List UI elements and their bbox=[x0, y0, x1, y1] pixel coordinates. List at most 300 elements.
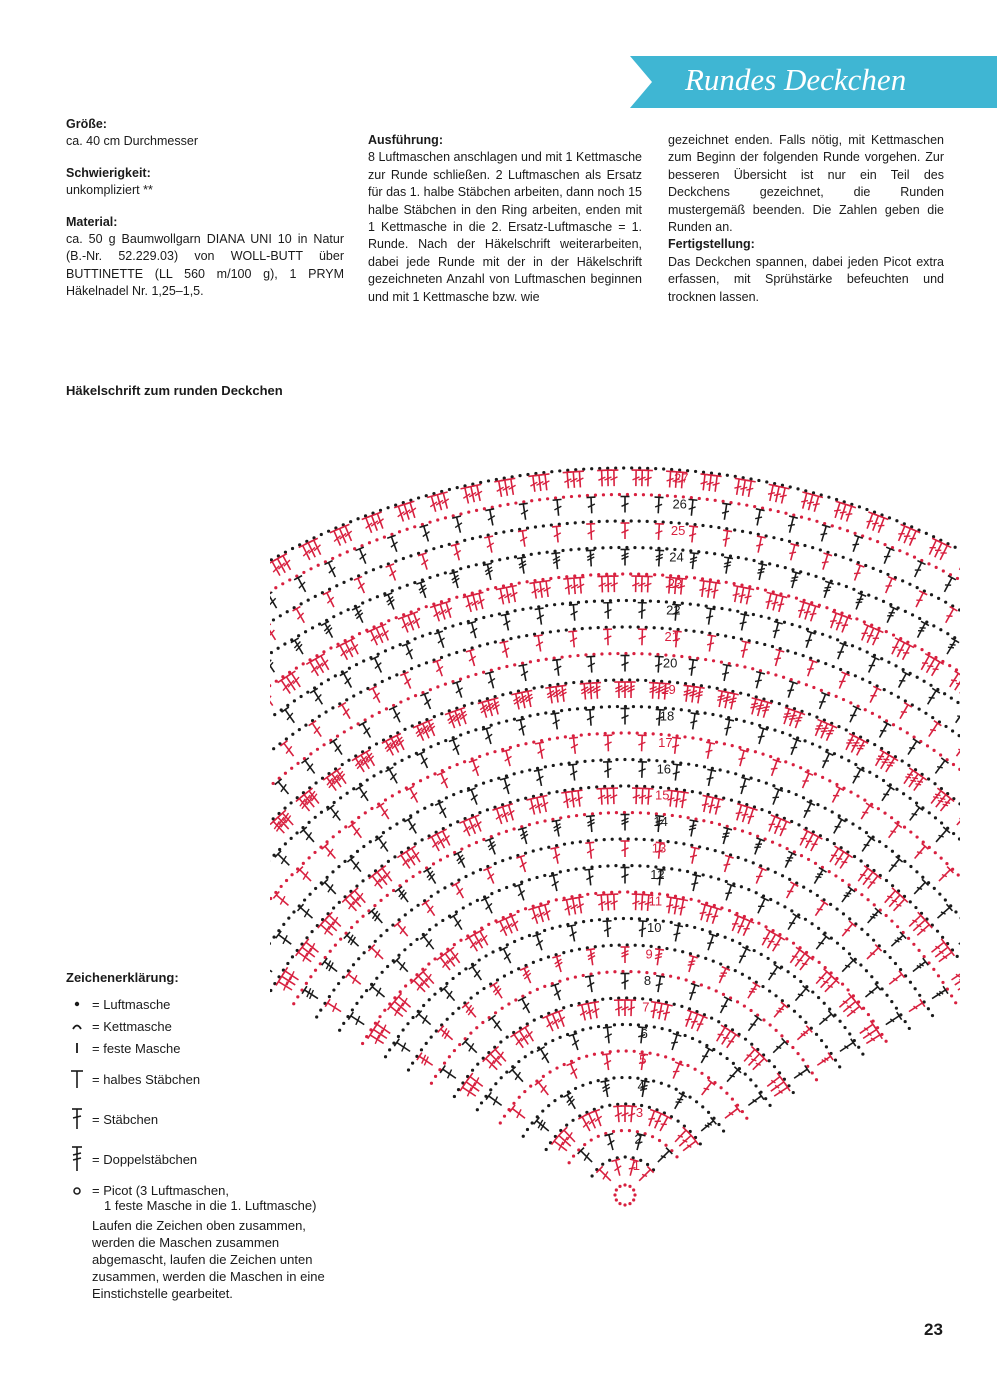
stitch-mark bbox=[909, 529, 920, 545]
stitch-mark bbox=[420, 934, 433, 949]
stitch-mark bbox=[516, 719, 526, 736]
half-treble-icon bbox=[66, 1068, 88, 1090]
stitch-mark bbox=[889, 971, 904, 984]
stitch-mark bbox=[772, 788, 782, 805]
stitch-mark bbox=[318, 921, 333, 935]
stitch-mark bbox=[471, 815, 482, 832]
stitch-mark bbox=[672, 737, 681, 753]
stitch-mark bbox=[680, 792, 689, 808]
legend-label: = Stäbchen bbox=[92, 1111, 159, 1127]
stitch-mark bbox=[485, 509, 494, 526]
stitch-mark bbox=[551, 983, 561, 1000]
stitch-mark bbox=[496, 919, 507, 935]
stitch-mark bbox=[707, 769, 717, 786]
stitch-mark bbox=[270, 592, 277, 608]
stitch-mark bbox=[880, 721, 892, 737]
stitch-mark bbox=[585, 842, 594, 858]
instructions-continued-text: gezeichnet enden. Falls nötig, mit Kettmaschen zum Beginn der folgenden Runde vorgehen. Zur besseren Übersicht ist nur ein Teil des Deckchens gezeichnet, die Runden mustergemäß beenden. Die Zahlen geben die Runden an. bbox=[668, 133, 944, 235]
stitch-mark bbox=[757, 563, 767, 580]
stitch-mark bbox=[870, 686, 881, 702]
stitch-mark bbox=[492, 1046, 506, 1061]
stitch-mark bbox=[802, 772, 813, 788]
stitch-mark bbox=[707, 635, 716, 652]
stitch-mark bbox=[420, 969, 434, 984]
stitch-mark bbox=[690, 553, 699, 569]
stitch-mark bbox=[816, 934, 829, 949]
stitch-mark bbox=[956, 741, 960, 756]
stitch-mark bbox=[614, 1000, 623, 1016]
difficulty-heading: Schwierigkeit: bbox=[66, 165, 151, 180]
stitch-mark bbox=[393, 957, 407, 972]
stitch-mark bbox=[500, 777, 510, 794]
stitch-mark bbox=[362, 516, 372, 533]
stitch-mark bbox=[909, 999, 925, 1011]
stitch-mark bbox=[655, 550, 664, 566]
stitch-mark bbox=[330, 529, 341, 545]
stitch-mark bbox=[450, 914, 462, 930]
stitch-mark bbox=[788, 516, 798, 533]
stitch-mark bbox=[597, 895, 606, 911]
stitch-mark bbox=[305, 788, 318, 803]
stitch-mark bbox=[529, 582, 538, 598]
dot-icon bbox=[66, 999, 88, 1009]
chain-dots bbox=[270, 493, 960, 846]
chain-dots bbox=[270, 625, 960, 912]
stitch-mark bbox=[644, 576, 653, 592]
stitch-mark bbox=[520, 967, 531, 983]
stitch-mark bbox=[336, 643, 347, 659]
stitch-mark bbox=[748, 1092, 764, 1105]
stitch-mark bbox=[748, 1015, 761, 1030]
stitch-mark bbox=[723, 530, 732, 546]
stitch-mark bbox=[707, 934, 717, 951]
stitch-mark bbox=[466, 649, 476, 666]
stitch-mark bbox=[689, 820, 698, 837]
stitch-mark bbox=[889, 822, 902, 838]
round-label: 27 bbox=[674, 470, 689, 486]
stitch-mark bbox=[518, 530, 527, 546]
stitch-mark bbox=[655, 524, 664, 540]
stitch-mark bbox=[773, 622, 783, 639]
stitch-mark bbox=[510, 1105, 525, 1118]
stitch-mark bbox=[585, 976, 594, 993]
stitch-mark bbox=[755, 509, 764, 526]
stitch-mark bbox=[756, 536, 766, 553]
stitch-mark bbox=[876, 750, 888, 766]
stitch-mark bbox=[516, 855, 526, 872]
legend-label: = Kettmasche bbox=[92, 1018, 172, 1034]
stitch-mark bbox=[500, 641, 510, 658]
stitch-mark bbox=[552, 955, 562, 972]
stitch-mark bbox=[842, 887, 855, 903]
stitch-mark bbox=[300, 827, 314, 842]
round-label: 1 bbox=[632, 1158, 640, 1174]
stitch-mark bbox=[887, 606, 898, 622]
round-label: 16 bbox=[656, 761, 672, 777]
stitch-mark bbox=[734, 478, 743, 495]
stitch-mark bbox=[394, 505, 404, 522]
stitch-mark bbox=[302, 758, 315, 774]
stitch-mark bbox=[747, 807, 757, 824]
stitch-mark bbox=[725, 1105, 740, 1118]
stitch-mark bbox=[852, 535, 862, 552]
stitch-mark bbox=[701, 1047, 713, 1063]
stitch-mark bbox=[621, 815, 630, 831]
finishing-column bbox=[668, 132, 944, 306]
stitch-mark bbox=[638, 576, 647, 592]
legend bbox=[66, 970, 346, 1302]
stitch-mark bbox=[632, 470, 641, 486]
stitch-mark bbox=[486, 1092, 502, 1105]
legend-heading: Zeichenerklärung: bbox=[66, 970, 179, 985]
stitch-mark bbox=[275, 779, 289, 794]
size-block bbox=[66, 116, 344, 151]
stitch-mark bbox=[689, 659, 698, 675]
stitch-mark bbox=[420, 692, 431, 709]
info-column bbox=[66, 116, 344, 315]
stitch-mark bbox=[384, 593, 394, 610]
chain-dots bbox=[270, 731, 960, 965]
stitch-mark bbox=[563, 578, 572, 594]
round-label: 20 bbox=[662, 655, 678, 671]
stitch-mark bbox=[321, 621, 332, 637]
stitch-mark bbox=[857, 739, 868, 755]
picot-line-2: 1 feste Masche in die 1. Luftmasche) bbox=[104, 1198, 317, 1213]
stitch-mark bbox=[367, 514, 377, 531]
stitch-mark bbox=[483, 867, 494, 883]
stitch-mark bbox=[586, 656, 595, 672]
stitch-mark bbox=[485, 672, 495, 689]
stitch-mark bbox=[675, 1093, 687, 1109]
stitch-mark bbox=[894, 896, 908, 911]
round-label: 15 bbox=[654, 787, 670, 803]
stitch-mark bbox=[714, 798, 724, 815]
stitch-mark bbox=[518, 997, 529, 1013]
stitch-mark bbox=[673, 925, 682, 942]
stitch-mark bbox=[915, 843, 929, 858]
stitch-mark bbox=[507, 914, 518, 931]
stitch-mark bbox=[768, 932, 780, 948]
stitch-mark bbox=[795, 712, 805, 729]
stitch-mark bbox=[739, 750, 749, 767]
stitch-mark bbox=[406, 786, 417, 802]
stitch-mark bbox=[534, 769, 544, 786]
stitch-mark bbox=[585, 709, 594, 725]
stitch-mark bbox=[345, 971, 360, 984]
stitch-mark bbox=[940, 544, 951, 560]
legend-item bbox=[66, 1139, 346, 1179]
stitch-mark bbox=[586, 816, 595, 832]
stitch-mark bbox=[534, 1117, 549, 1131]
chain-dots bbox=[270, 599, 960, 899]
stitch-mark bbox=[740, 777, 750, 794]
chain-dots bbox=[270, 784, 960, 992]
stitch-mark bbox=[910, 805, 923, 820]
stitch-mark bbox=[387, 535, 397, 552]
stitch-mark bbox=[304, 541, 315, 557]
stitch-mark bbox=[535, 608, 544, 624]
legend-label: = Doppelstäbchen bbox=[92, 1151, 198, 1167]
stitch-mark bbox=[691, 874, 701, 891]
stitch-mark bbox=[725, 884, 735, 901]
stitch-mark bbox=[551, 1137, 566, 1150]
round-label: 21 bbox=[664, 629, 679, 645]
instructions-column bbox=[368, 132, 642, 306]
material-text: ca. 50 g Baumwollgarn DIANA UNI 10 in Natur (B.-Nr. 52.229.03) von WOLL-BUTT über BUTTINETTE (LL 560 m/100 g), 1 PRYM Häkelnadel Nr. 1,25–1,5. bbox=[66, 232, 344, 299]
size-heading: Größe: bbox=[66, 117, 107, 131]
stitch-mark bbox=[398, 616, 408, 633]
stitch-mark bbox=[832, 786, 843, 802]
stitch-mark bbox=[371, 656, 382, 672]
stitch-mark bbox=[846, 505, 856, 522]
stitch-mark bbox=[823, 752, 834, 768]
stitch-mark bbox=[275, 851, 290, 865]
legend-item bbox=[66, 1099, 346, 1139]
stitch-mark bbox=[597, 470, 606, 486]
stitch-mark bbox=[482, 727, 492, 744]
stitch-mark bbox=[947, 638, 959, 654]
stitch-mark bbox=[649, 683, 658, 699]
size-text: ca. 40 cm Durchmesser bbox=[66, 134, 198, 149]
stitch-mark bbox=[638, 735, 647, 751]
stitch-mark bbox=[502, 750, 512, 767]
stitch-mark bbox=[356, 785, 369, 801]
stitch-mark bbox=[347, 638, 358, 654]
legend-item bbox=[66, 1059, 346, 1099]
stitch-mark bbox=[501, 614, 511, 631]
stitch-mark bbox=[850, 706, 861, 722]
stitch-mark bbox=[689, 983, 699, 1000]
stitch-mark bbox=[780, 820, 791, 836]
stitch-mark bbox=[461, 487, 471, 504]
stitch-mark bbox=[724, 719, 734, 736]
stitch-mark bbox=[551, 713, 560, 729]
stitch-mark bbox=[270, 690, 273, 706]
stitch-mark bbox=[416, 581, 426, 598]
stitch-mark bbox=[621, 1000, 630, 1016]
stitch-mark bbox=[561, 792, 570, 808]
stitch-mark bbox=[270, 656, 274, 672]
picot-line-1: = Picot (3 Luftmaschen, bbox=[92, 1183, 229, 1198]
stitch-mark bbox=[656, 976, 665, 993]
stitch-mark bbox=[340, 671, 352, 687]
stitch-mark bbox=[946, 607, 958, 623]
stitch-mark bbox=[713, 475, 722, 491]
stitch-mark bbox=[603, 921, 612, 937]
stitch-mark bbox=[586, 949, 595, 965]
stitch-mark bbox=[753, 1055, 768, 1069]
stitch-mark bbox=[744, 1046, 758, 1061]
stitch-mark bbox=[638, 629, 647, 645]
stitch-mark bbox=[418, 553, 428, 570]
stitch-mark bbox=[927, 657, 939, 673]
stitch-mark bbox=[785, 851, 796, 867]
stitch-mark bbox=[423, 868, 435, 884]
stitch-mark bbox=[621, 974, 630, 990]
stitch-mark bbox=[711, 907, 721, 924]
chain-dots bbox=[270, 572, 960, 886]
stitch-mark bbox=[697, 1015, 708, 1031]
stitch-mark bbox=[438, 1026, 453, 1040]
stitch-mark bbox=[745, 588, 755, 605]
bar-icon bbox=[66, 1041, 88, 1055]
stitch-mark bbox=[382, 739, 393, 755]
legend-item bbox=[66, 993, 346, 1015]
stitch-mark bbox=[805, 631, 815, 648]
stitch-mark bbox=[511, 693, 521, 710]
stitch-mark bbox=[352, 606, 363, 622]
round-label: 25 bbox=[670, 523, 686, 539]
stitch-mark bbox=[394, 921, 408, 936]
stitch-mark bbox=[310, 688, 322, 704]
stitch-mark bbox=[889, 856, 903, 871]
stitch-mark bbox=[856, 593, 866, 610]
stitch-mark bbox=[627, 682, 636, 698]
stitch-mark bbox=[514, 884, 524, 901]
stitch-mark bbox=[394, 1039, 410, 1052]
stitch-mark bbox=[826, 724, 837, 740]
stitch-mark bbox=[386, 564, 396, 581]
difficulty-block bbox=[66, 165, 344, 200]
stitch-mark bbox=[549, 874, 559, 891]
stitch-mark bbox=[478, 701, 488, 718]
stitch-mark bbox=[655, 497, 664, 513]
stitch-mark bbox=[341, 524, 352, 540]
stitch-mark bbox=[496, 588, 506, 605]
stitch-mark bbox=[819, 1011, 834, 1025]
stitch-mark bbox=[644, 788, 653, 804]
stitch-mark bbox=[367, 629, 378, 645]
legend-label: = Luftmasche bbox=[92, 996, 171, 1012]
stitch-mark bbox=[811, 835, 823, 851]
finishing-heading: Fertigstellung: bbox=[668, 237, 755, 252]
round-label: 18 bbox=[659, 708, 675, 724]
stitch-mark bbox=[671, 1033, 681, 1050]
stitch-mark bbox=[944, 576, 955, 592]
stitch-mark bbox=[729, 693, 739, 710]
round-label: 26 bbox=[672, 496, 687, 512]
stitch-mark bbox=[372, 626, 383, 642]
stitch-mark bbox=[569, 1033, 579, 1050]
stitch-mark bbox=[631, 576, 640, 592]
stitch-mark bbox=[690, 686, 699, 702]
stitch-mark bbox=[627, 1000, 636, 1016]
stitch-mark bbox=[422, 900, 435, 916]
stitch-mark bbox=[674, 791, 683, 807]
stitch-mark bbox=[577, 1004, 587, 1021]
round-label: 3 bbox=[635, 1105, 644, 1121]
page-number: 23 bbox=[924, 1320, 943, 1339]
stitch-mark bbox=[638, 788, 647, 804]
stitch-mark bbox=[873, 629, 884, 645]
round-label: 7 bbox=[642, 999, 650, 1015]
page-title: Rundes Deckchen bbox=[685, 62, 907, 97]
stitch-mark bbox=[463, 595, 473, 612]
stitch-mark bbox=[467, 622, 477, 639]
center-ring bbox=[613, 1183, 636, 1206]
stitch-mark bbox=[819, 692, 830, 709]
stitch-mark bbox=[299, 544, 310, 560]
stitch-mark bbox=[869, 656, 880, 672]
stitch-mark bbox=[602, 1054, 611, 1070]
stitch-mark bbox=[621, 682, 630, 698]
stitch-mark bbox=[837, 643, 848, 660]
stitch-mark bbox=[563, 472, 572, 488]
stitch-mark bbox=[597, 788, 606, 804]
stitch-mark bbox=[534, 635, 543, 652]
stitch-mark bbox=[484, 536, 494, 553]
stitch-mark bbox=[279, 810, 293, 825]
round-label: 22 bbox=[666, 602, 681, 618]
stitch-mark bbox=[754, 838, 764, 855]
stitch-mark bbox=[452, 882, 464, 898]
stitch-mark bbox=[449, 571, 459, 588]
stitch-mark bbox=[347, 856, 361, 871]
stitch-mark bbox=[601, 1080, 610, 1097]
stitch-mark bbox=[814, 868, 826, 884]
diagram-title: Häkelschrift zum runden Deckchen bbox=[66, 383, 283, 398]
stitch-mark bbox=[842, 616, 852, 633]
stitch-mark bbox=[769, 964, 782, 980]
stitch-mark bbox=[586, 550, 595, 566]
stitch-mark bbox=[878, 516, 888, 533]
stitch-mark bbox=[756, 867, 767, 883]
stitch-mark bbox=[777, 595, 787, 612]
stitch-mark bbox=[427, 495, 437, 512]
stitch-mark bbox=[773, 1038, 788, 1052]
stitch-mark bbox=[908, 739, 920, 755]
stitch-mark bbox=[651, 1002, 660, 1019]
stitch-mark bbox=[821, 973, 835, 988]
stitch-mark bbox=[309, 721, 322, 737]
round-label: 12 bbox=[650, 867, 665, 883]
stitch-mark bbox=[354, 577, 365, 593]
round-label: 4 bbox=[637, 1078, 645, 1094]
stitch-mark bbox=[567, 925, 576, 942]
stitch-mark bbox=[502, 917, 513, 933]
stitch-mark bbox=[699, 580, 708, 596]
stitch-mark bbox=[469, 964, 482, 980]
stitch-mark bbox=[815, 900, 828, 916]
stitch-mark bbox=[820, 525, 830, 542]
stitch-mark bbox=[791, 571, 801, 588]
legend-item bbox=[66, 1037, 346, 1059]
crochet-chart bbox=[270, 370, 960, 1290]
stitch-mark bbox=[762, 701, 772, 718]
round-label: 10 bbox=[647, 919, 662, 935]
stitch-mark bbox=[526, 798, 536, 815]
stitch-mark bbox=[335, 527, 346, 543]
stitch-mark bbox=[441, 986, 455, 1001]
stitch-mark bbox=[603, 762, 612, 778]
material-heading: Material: bbox=[66, 214, 118, 229]
stitch-mark bbox=[519, 503, 528, 519]
chart-marks bbox=[270, 466, 960, 1206]
stitch-mark bbox=[722, 503, 731, 519]
stitch-mark bbox=[586, 524, 595, 540]
stitch-mark bbox=[705, 581, 714, 597]
stitch-mark bbox=[580, 683, 589, 699]
stitch-mark bbox=[481, 897, 492, 913]
stitch-mark bbox=[542, 1015, 553, 1031]
stitch-mark bbox=[804, 801, 815, 817]
stitch-mark bbox=[569, 604, 578, 620]
round-label: 13 bbox=[651, 840, 667, 856]
round-label: 5 bbox=[639, 1052, 647, 1068]
stitch-mark bbox=[276, 931, 291, 944]
stitch-mark bbox=[789, 544, 799, 561]
stitch-mark bbox=[690, 713, 699, 729]
